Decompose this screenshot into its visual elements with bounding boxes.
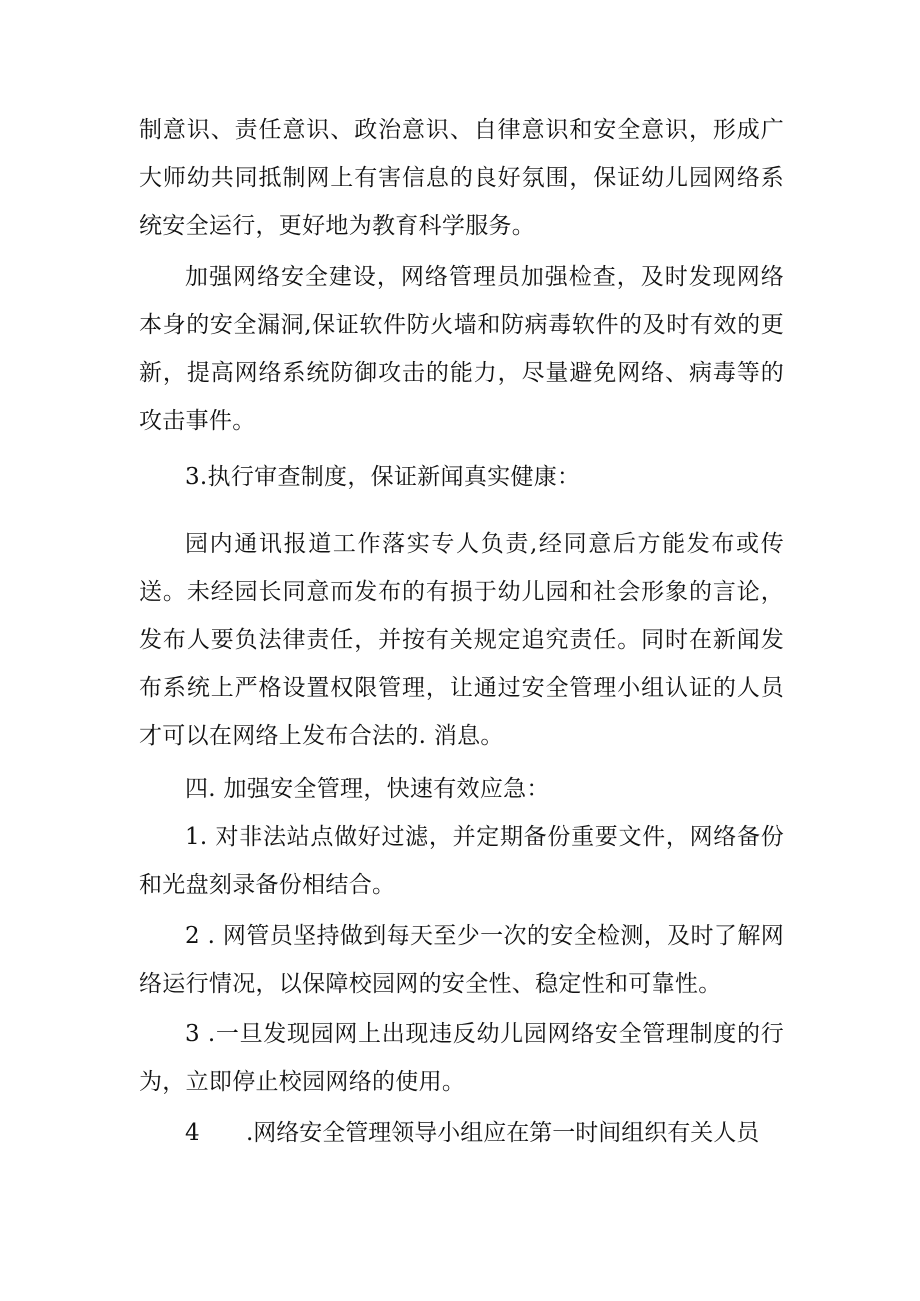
list-item-1: 1. 对非法站点做好过滤，并定期备份重要文件，网络备份和光盘刻录备份相结合。 [139,824,784,898]
list-item-4-text: .网络安全管理领导小组应在第一时间组织有关人员 [246,1120,760,1146]
list-item-3: 3 .一旦发现园网上出现违反幼儿园网络安全管理制度的行为，立即停止校园网络的使用。 [139,1021,784,1095]
heading-review-system: 3.执行审查制度，保证新闻真实健康： [185,464,581,490]
paragraph-awareness: 制意识、责任意识、政治意识、自律意识和安全意识，形成广大师幼共同抵制网上有害信息的良好氛围，保证幼儿园网络系统安全运行，更好地为教育科学服务。 [139,117,784,239]
heading-security-management: 四. 加强安全管理，快速有效应急： [185,776,550,802]
list-item-4-number: 4 [185,1120,200,1146]
paragraph-news-reporting: 园内通讯报道工作落实专人负责,经同意后方能发布或传送。未经园长同意而发布的有损于幼儿园和社会形象的言论，发布人要负法律责任，并按有关规定追究责任。同时在新闻发布系统上严格设置权限管理，让通过安全管理小组认证的人员才可以在网络上发布合法的. 消息。 [139,531,784,749]
list-item-2: 2 . 网管员坚持做到每天至少一次的安全检测，及时了解网络运行情况，以保障校园网的安全性、稳定性和可靠性。 [139,923,784,997]
paragraph-network-security: 加强网络安全建设，网络管理员加强检查，及时发现网络本身的安全漏洞,保证软件防火墙和防病毒软件的及时有效的更新，提高网络系统防御攻击的能力，尽量避免网络、病毒等的攻击事件。 [139,264,784,434]
list-item-4 [185,1109,785,1157]
